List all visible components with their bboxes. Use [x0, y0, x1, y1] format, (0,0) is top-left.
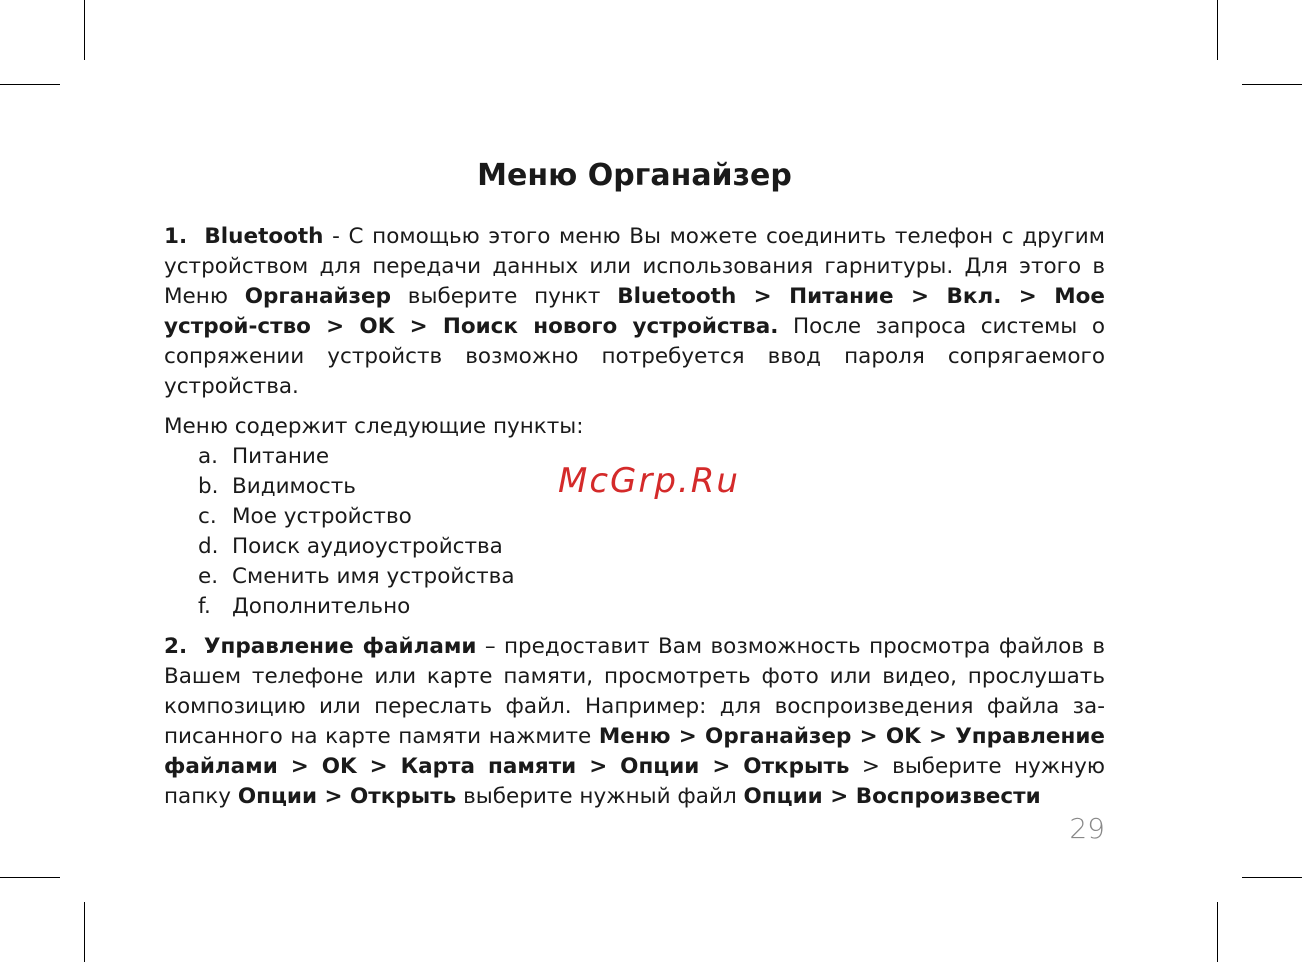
menu-path: Bluetooth > Питание > Вкл. > Мое устрой-ство > OK > Поиск нового устройства.	[164, 284, 1105, 339]
crop-mark	[84, 902, 85, 962]
list-item	[198, 532, 1105, 562]
menu-intro: Меню содержит следующие пункты:	[164, 414, 584, 439]
crop-mark	[1242, 84, 1302, 85]
list-label: Поиск аудиоустройства	[232, 534, 503, 559]
menu-path: Опции > Открыть	[237, 784, 457, 809]
menu-path: Меню > Органайзер > OK > Управление файлами > OK > Карта памяти > Опции > Открыть	[164, 724, 1105, 779]
text: – предоставит Вам возможность просмотра файлов в Вашем телефоне или карте памяти, просмотреть фото или видео, прослушать композицию или переслать файл. Например: для воспроизведения файла за-писанного на карте памяти нажмите	[164, 634, 1105, 749]
list-label: Сменить имя устройства	[232, 564, 515, 589]
list-label: Видимость	[232, 474, 356, 499]
menu-path: Опции > Воспроизвести	[743, 784, 1041, 809]
list-letter: d.	[198, 534, 219, 559]
list-item	[198, 592, 1105, 622]
crop-mark	[1217, 0, 1218, 60]
list-label: Питание	[232, 444, 330, 469]
crop-mark	[1242, 877, 1302, 878]
crop-mark	[0, 877, 60, 878]
bluetooth-paragraph	[164, 222, 1105, 402]
text: - С помощью этого меню Вы можете соединить телефон с другим устройством для передачи данных или использования гарнитуры. Для этого в Меню	[164, 224, 1105, 309]
page-number: 29	[1069, 812, 1105, 845]
item-name: Управление файлами	[203, 634, 477, 659]
file-manager-paragraph	[164, 632, 1105, 812]
item-number: 1.	[164, 224, 188, 249]
item-name: Bluetooth	[204, 224, 324, 249]
list-item	[198, 562, 1105, 592]
list-letter: c.	[198, 504, 217, 529]
text: выберите пункт	[391, 284, 618, 309]
crop-mark	[0, 84, 60, 85]
crop-mark	[84, 0, 85, 60]
list-letter: e.	[198, 564, 219, 589]
text: выберите нужный файл	[456, 784, 744, 809]
text: > выберите нужную папку	[164, 754, 1105, 809]
list-letter: a.	[198, 444, 219, 469]
list-label: Мое устройство	[232, 504, 412, 529]
list-label: Дополнительно	[232, 594, 411, 619]
crop-mark	[1217, 902, 1218, 962]
list-item	[198, 502, 1105, 532]
item-number: 2.	[164, 634, 188, 659]
menu-path: Органайзер	[244, 284, 392, 309]
list-letter: f.	[198, 594, 211, 619]
text: После запроса системы о сопряжении устройств возможно потребуется ввод пароля сопрягаемого устройства.	[164, 314, 1106, 399]
page-title: Меню Органайзер	[477, 158, 792, 193]
list-letter: b.	[198, 474, 219, 499]
watermark: McGrp.Ru	[558, 461, 740, 501]
